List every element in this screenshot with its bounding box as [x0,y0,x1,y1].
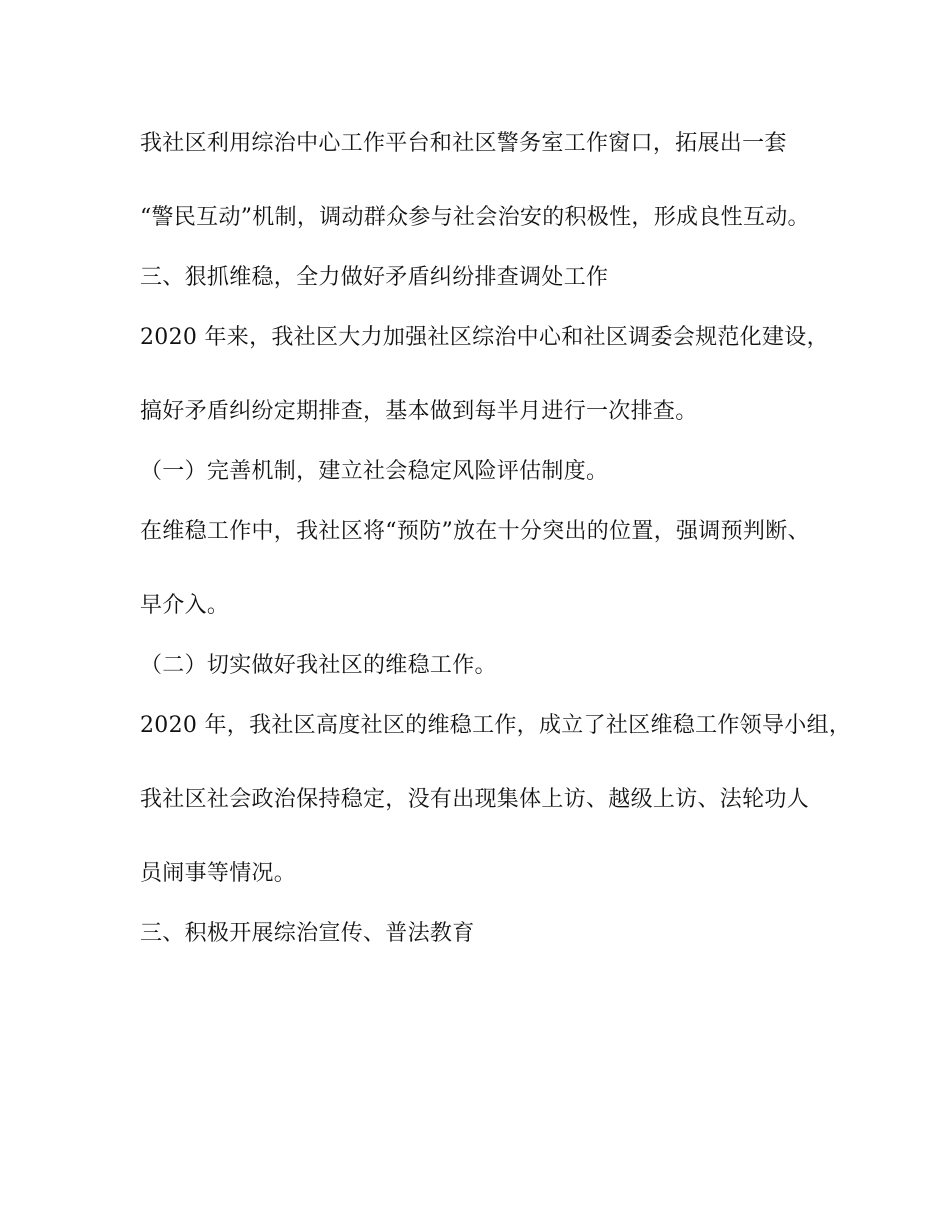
paragraph-line: 我社区社会政治保持稳定，没有出现集体上访、越级上访、法轮功人 [140,787,810,812]
subsection-heading: （二）切实做好我社区的维稳工作。 [140,653,497,678]
paragraph-line: 在维稳工作中，我社区将“预防”放在十分突出的位置，强调预判断、 [140,519,810,544]
section-heading: 三、积极开展综治宣传、普法教育 [140,921,475,946]
paragraph-line: 搞好矛盾纠纷定期排查，基本做到每半月进行一次排查。 [140,399,698,424]
subsection-heading: （一）完善机制，建立社会稳定风险评估制度。 [140,459,609,484]
paragraph-line: 早介入。 [140,593,230,618]
paragraph-line: “警民互动”机制，调动群众参与社会治安的积极性，形成良性互动。 [140,205,810,230]
paragraph-line: 2020 年来，我社区大力加强社区综治中心和社区调委会规范化建设， [140,325,829,350]
paragraph-line: 员闹事等情况。 [140,861,297,886]
paragraph-line: 我社区利用综治中心工作平台和社区警务室工作窗口，拓展出一套 [140,131,787,156]
section-heading: 三、狠抓维稳，全力做好矛盾纠纷排查调处工作 [140,265,609,290]
paragraph-line: 2020 年，我社区高度社区的维稳工作，成立了社区维稳工作领导小组， [140,713,852,738]
